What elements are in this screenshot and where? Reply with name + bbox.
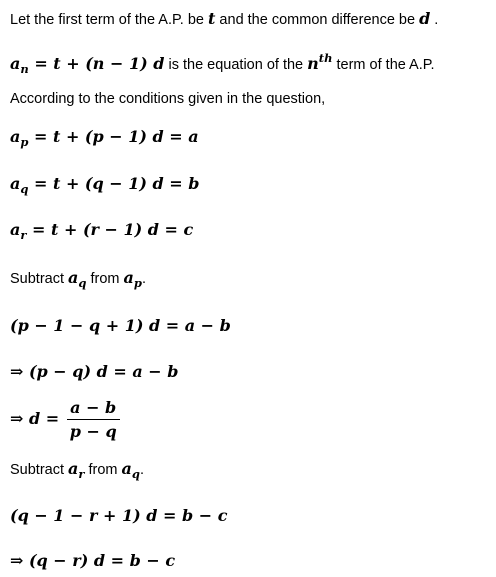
sub1-text: Subtract [10,271,69,287]
sub2-a1: a [68,459,79,478]
sub1-a1: a [68,268,79,287]
nth-sub-n: n [20,61,29,76]
equation-ap [10,127,199,149]
sub1-text-2: from [86,271,124,287]
nth-equation: = t + (n − 1) d [28,53,165,73]
d-lhs: ⇒ d = [10,409,60,428]
equation-simplify-1: ⇒ (p − q) d = a − b [10,362,179,381]
ar-sub: r [20,228,27,243]
fraction-denominator: p − q [69,422,117,441]
nth-text: is the equation of the [164,56,308,73]
subtract-line-1 [10,268,146,290]
intro-line [10,9,438,28]
ap-rest: = t + (p − 1) d = a [28,127,199,146]
sub2-text-2: from [84,462,122,478]
intro-text-2: and the common difference be [215,12,420,28]
equation-d-fraction [10,398,120,441]
subtract-line-2 [10,459,144,481]
var-d: d [419,9,431,28]
fraction [67,398,120,441]
equation-subtract-1: (p − 1 − q + 1) d = a − b [10,316,231,335]
ap-sub: p [20,135,29,150]
ap-a: a [10,127,21,146]
ar-rest: = t + (r − 1) d = c [26,220,194,239]
equation-simplify-2: ⇒ (q − r) d = b − c [10,551,176,570]
sub2-s1: r [78,467,85,482]
sub1-period: . [141,271,146,287]
intro-text: Let the first term of the A.P. be [10,12,209,28]
sub1-a2: a [123,268,134,287]
nth-var-n: n [307,53,319,73]
aq-a: a [10,174,21,193]
aq-rest: = t + (q − 1) d = b [28,174,200,193]
sub1-s2: p [133,276,142,291]
nth-term-line [10,51,435,76]
ar-a: a [10,220,21,239]
fraction-numerator: a − b [67,398,120,420]
sub2-s2: q [131,467,140,482]
sub2-a2: a [121,459,132,478]
nth-text-2: term of the A.P. [332,56,435,73]
nth-sup-th: th [318,51,333,65]
equation-subtract-2: (q − 1 − r + 1) d = b − c [10,506,228,525]
sub2-text: Subtract [10,462,69,478]
conditions-text: According to the conditions given in the question, [10,91,326,107]
sub1-s1: q [78,276,87,291]
var-t: t [208,9,216,28]
intro-text-3: . [430,12,439,28]
sub2-period: . [139,462,145,478]
nth-a: a [10,53,21,73]
equation-ar [10,220,193,242]
equation-aq [10,174,199,196]
aq-sub: q [20,182,29,197]
